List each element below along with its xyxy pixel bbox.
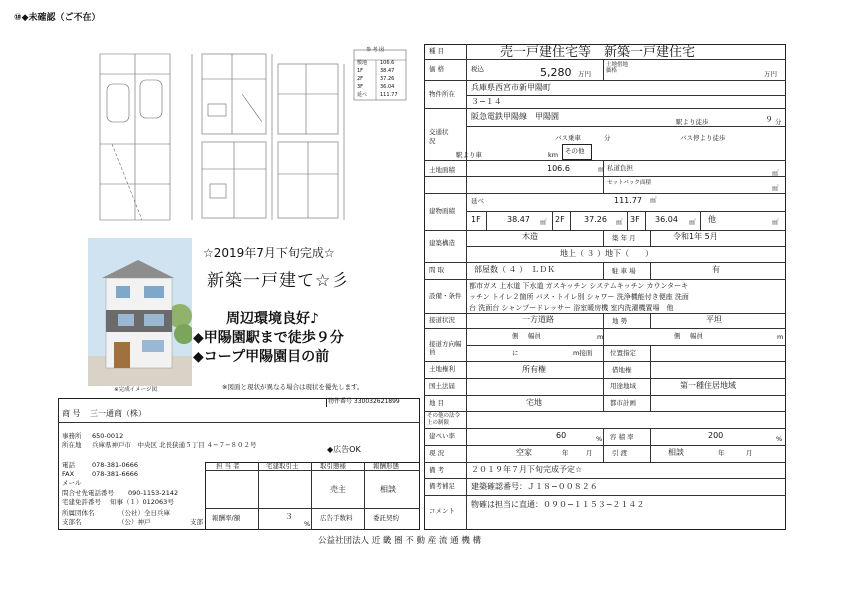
row-label-status: 現 況 xyxy=(429,449,445,457)
divider xyxy=(603,428,604,462)
divider xyxy=(424,193,786,194)
divider xyxy=(364,462,365,530)
plan-row-value: 111.77 xyxy=(380,92,398,98)
divider xyxy=(552,211,553,230)
address-label: 所在地 xyxy=(62,441,82,449)
f1-label: 1F xyxy=(471,215,481,224)
contact-m: m接面 xyxy=(573,349,593,357)
divider xyxy=(424,378,786,379)
divider xyxy=(424,230,786,231)
contract-label: 委託契約 xyxy=(373,514,399,522)
dir2-side: 側 xyxy=(674,332,681,340)
divider xyxy=(424,80,786,81)
plan-row-value: 106.6 xyxy=(380,60,395,66)
other-label: その他 xyxy=(565,147,585,155)
road-value: 一方道路 xyxy=(522,315,554,324)
total-value: 111.77 xyxy=(614,196,642,205)
bus-min-label: 分 xyxy=(604,134,611,142)
f1-value: 38.47 xyxy=(507,215,530,224)
handover-value: 相談 xyxy=(668,448,684,457)
fee-value: ３ xyxy=(285,512,293,521)
flyer-caption: ※完成イメージ図 xyxy=(114,387,157,393)
city-plan-label: 都市計画 xyxy=(610,399,636,407)
footer-org: 公益社団法人 近 畿 圏 不 動 産 流 通 機 構 xyxy=(318,536,482,546)
terrain-label: 地 勢 xyxy=(612,317,628,325)
divider xyxy=(424,495,786,496)
divider xyxy=(650,262,651,279)
parking-label: 駐 車 場 xyxy=(612,267,636,275)
land-unit-2: ㎡ xyxy=(772,169,779,177)
f2-value: 37.26 xyxy=(584,215,607,224)
office-zip: 650-0012 xyxy=(92,432,124,440)
license-label: 宅建免許番号 xyxy=(62,498,101,506)
row-label-location: 物件所在 xyxy=(429,90,455,98)
row-label-kind: 種 目 xyxy=(429,47,445,55)
divider xyxy=(627,211,628,230)
row-label-memo: 備考補足 xyxy=(429,482,455,490)
zoning-value: 第一種住居地域 xyxy=(680,381,736,390)
fee-label: 報酬率/額 xyxy=(212,514,241,522)
other-unit: ㎡ xyxy=(772,218,779,226)
price-unit: 万円 xyxy=(578,70,591,78)
contact-label: 問合せ先電話番号 xyxy=(62,489,114,497)
year-label: 築 年 月 xyxy=(612,234,636,242)
divider xyxy=(603,59,604,80)
walk-label: 駅より徒歩 xyxy=(676,118,709,126)
divider xyxy=(424,279,786,280)
branch-suffix: 支部 xyxy=(190,518,203,526)
memo-value: 建築確認番号：Ｊ１８−００８２６ xyxy=(471,482,598,491)
ad-contract: 広告手数料 xyxy=(320,514,353,522)
row-label-comment: コメント xyxy=(429,507,455,515)
dir2-width: 幅員 xyxy=(690,332,703,340)
divider xyxy=(466,126,786,127)
handover-year: 年 xyxy=(718,449,725,457)
parking-value: 有 xyxy=(712,265,720,274)
grid-header: 取引態様 xyxy=(320,462,346,470)
from-station-label: 駅より車 xyxy=(456,151,482,159)
grid-header: 担 当 者 xyxy=(216,462,240,470)
handover-month: 月 xyxy=(746,449,753,457)
row-label-structure: 建築構造 xyxy=(429,239,455,247)
group-label: 所属団体名 xyxy=(62,509,95,517)
divider xyxy=(424,395,786,396)
divider xyxy=(486,211,487,230)
divider xyxy=(603,230,604,246)
divider xyxy=(466,95,786,96)
contact-value: 090-1153-2142 xyxy=(128,489,179,497)
plan-row-label: 敷地 xyxy=(357,60,368,66)
status-value: 空家 xyxy=(516,448,532,457)
branch-value: （公）神戸 xyxy=(118,518,151,526)
terrain-value: 平坦 xyxy=(706,315,722,324)
dir2-unit: m xyxy=(777,333,784,341)
mail-label: メール xyxy=(62,479,82,487)
divider xyxy=(650,230,651,246)
divider xyxy=(258,462,259,530)
total-unit: ㎡ xyxy=(650,196,657,204)
divider xyxy=(424,445,786,446)
divider xyxy=(311,462,312,530)
divider xyxy=(603,262,604,279)
divider xyxy=(645,211,646,230)
row-label-direction: 接道方向幅員 xyxy=(429,340,462,357)
grid-header: 報酬形態 xyxy=(373,462,399,470)
private-label: 私道負担 xyxy=(607,164,633,172)
plan-row-label: 延べ xyxy=(357,92,368,98)
divider xyxy=(700,211,701,230)
price-value: 5,280 xyxy=(540,66,572,79)
plan-row-value: 38.47 xyxy=(380,68,395,74)
structure-value: 木造 xyxy=(522,232,538,241)
divider xyxy=(650,345,651,361)
tel-value: 078-381-0666 xyxy=(92,461,139,469)
divider xyxy=(603,345,604,361)
equip-line-1: 都市ガス 上水道 下水道 ガスキッチン システムキッチン カウンターキ xyxy=(469,282,689,290)
line-value: 阪急電鉄甲陽線 甲陽園 xyxy=(471,112,559,121)
divider xyxy=(424,328,786,329)
coverage-unit: % xyxy=(596,435,603,443)
far-label: 容 積 率 xyxy=(610,433,634,441)
row-label-land-use: 地 目 xyxy=(429,399,445,407)
lease-label: 借地権 xyxy=(612,366,632,374)
branch-label: 支部名 xyxy=(62,518,82,526)
dir1-side: 側 xyxy=(512,332,519,340)
plan-row-value: 37.26 xyxy=(380,76,395,82)
divider xyxy=(424,462,786,463)
fee-type-value: 相談 xyxy=(380,485,396,494)
office-label: 事務所 xyxy=(62,432,82,440)
divider xyxy=(424,262,786,263)
address-value: 兵庫県神戸市 中央区 北長狭通５丁目 ４−７−８０２号 xyxy=(92,441,257,449)
divider xyxy=(424,160,786,161)
flyer-point-3: ◆コープ甲陽園目の前 xyxy=(193,349,330,365)
flyer-point-1: 周辺環境良好♪ xyxy=(226,311,319,327)
flyer-point-2: ◆甲陽園駅まで徒歩９分 xyxy=(193,330,344,346)
walk-value: ９ xyxy=(765,115,773,124)
divider xyxy=(424,411,786,412)
plan-heading: 参 考 図 xyxy=(366,47,385,53)
handover-label: 引 渡 xyxy=(612,449,628,457)
divider xyxy=(603,313,604,328)
plan-row-label: 2F xyxy=(357,76,364,82)
note-value: ２０１９年７月下旬完成予定☆ xyxy=(471,465,583,474)
label-divider xyxy=(466,44,467,530)
company-name-label: 商 号 xyxy=(62,409,81,418)
divider xyxy=(570,211,571,230)
ad-stamp-text: 物件番号 330032621899 xyxy=(328,398,400,405)
f3-label: 3F xyxy=(630,215,640,224)
divider xyxy=(650,313,651,328)
divider xyxy=(424,176,786,177)
row-label-building: 建物面積 xyxy=(429,207,455,215)
coverage-value: 60 xyxy=(556,431,567,440)
floor-plan xyxy=(92,44,410,226)
row-label-layout: 間 取 xyxy=(429,266,445,274)
far-value: 200 xyxy=(708,431,724,440)
divider xyxy=(424,108,786,109)
f1-unit: ㎡ xyxy=(540,218,547,226)
zoning-label: 用途地域 xyxy=(610,382,636,390)
status-label: ⑩◆未確認（ご不在） xyxy=(14,13,101,23)
divider xyxy=(205,470,420,471)
divider xyxy=(466,345,786,346)
divider xyxy=(466,246,786,247)
status-year: 年 xyxy=(562,449,569,457)
year-value: 令和1年 5月 xyxy=(673,232,718,241)
ad-ok-label: ◆広告OK xyxy=(327,445,361,454)
f2-label: 2F xyxy=(555,215,565,224)
price-sub: 税込 xyxy=(471,65,484,73)
flyer-notice: ※図面と現状が異なる場合は現状を優先します。 xyxy=(222,383,364,391)
row-label-land: 土地面積 xyxy=(429,166,455,174)
f3-value: 36.04 xyxy=(655,215,678,224)
plan-row-label: 3F xyxy=(357,84,364,90)
walk-unit: 分 xyxy=(775,118,782,126)
land-unit-3: ㎡ xyxy=(772,184,779,192)
dir1-unit: m xyxy=(597,333,604,341)
land-unit: ㎡ xyxy=(598,165,605,173)
divider xyxy=(603,361,604,411)
plan-row-label: 1F xyxy=(357,68,364,74)
house-image xyxy=(88,238,192,386)
grid-header: 宅建取引士 xyxy=(266,462,299,470)
right-value: 所有権 xyxy=(522,365,546,374)
equip-line-2: ッチン トイレ２箇所 バス・トイレ別 シャワー 洗浄機能付き便座 洗面 xyxy=(469,293,689,301)
kind-value: 売一戸建住宅等 新築一戸建住宅 xyxy=(500,45,696,60)
land-value: 106.6 xyxy=(547,164,570,173)
tel-label: 電話 xyxy=(62,461,75,469)
flyer-completion: ☆2019年7月下旬完成☆ xyxy=(203,246,335,260)
fee-unit: % xyxy=(304,520,311,528)
divider xyxy=(650,361,651,411)
deal-value: 売主 xyxy=(330,485,346,494)
divider xyxy=(650,428,651,462)
row-label-equip: 設備・条件 xyxy=(429,292,462,300)
total-label: 延べ xyxy=(471,197,484,205)
location-value-2: ３−１４ xyxy=(471,97,502,106)
flyer-headline: 新築一戸建て☆彡 xyxy=(207,271,350,291)
bus-ride-label: バス乗車 xyxy=(555,134,581,142)
divider xyxy=(424,478,786,479)
far-unit: % xyxy=(776,435,783,443)
contact-text: に xyxy=(512,349,519,357)
divider xyxy=(466,211,786,212)
km-label: km xyxy=(548,151,559,159)
license-value: 知事（１）012063号 xyxy=(110,498,174,506)
fax-label: FAX xyxy=(62,470,75,478)
plan-row-value: 36.04 xyxy=(380,84,395,90)
status-month: 月 xyxy=(586,449,593,457)
row-label-coverage: 建ぺい率 xyxy=(429,432,455,440)
f3-unit: ㎡ xyxy=(689,218,696,226)
divider xyxy=(424,428,786,429)
divider xyxy=(424,361,786,362)
group-value: （公社）全日兵庫 xyxy=(118,509,170,517)
loan-unit: 万円 xyxy=(764,70,777,78)
row-label-note: 備 考 xyxy=(429,466,445,474)
dir1-width: 幅員 xyxy=(528,332,541,340)
comment-value: 物確は担当に直通：０９０−１１５３−２１４２ xyxy=(471,500,645,509)
position-label: 位置指定 xyxy=(610,349,636,357)
other-area-label: 他 xyxy=(708,215,716,224)
fax-value: 078-381-6666 xyxy=(92,470,139,478)
equip-line-3: 台 洗面台 シャンプードレッサー 浴室暖房機 室内洗濯機置場 他 xyxy=(469,304,674,312)
setback-label: セットバック面積 xyxy=(607,180,651,186)
divider xyxy=(58,422,420,423)
divider xyxy=(205,508,420,509)
row-label-law: 国土法届 xyxy=(429,382,455,390)
row-label-price: 価 格 xyxy=(429,65,445,73)
row-label-road: 接道状況 xyxy=(429,316,455,324)
loan-label: 土地借地価格 xyxy=(606,62,629,75)
row-label-right: 土地権利 xyxy=(429,365,455,373)
row-label-limit: その他の法令上の制限 xyxy=(427,413,461,426)
floors-value: 地上（ ３ ）地下（ ） xyxy=(560,249,654,258)
layout-value: 部屋数（ ４ ） ＬＤＫ xyxy=(474,265,556,274)
location-value: 兵庫県西宮市新甲陽町 xyxy=(471,83,551,92)
bus-stop-label: バス停より徒歩 xyxy=(680,134,726,142)
f2-unit: ㎡ xyxy=(616,218,623,226)
land-use-value: 宅地 xyxy=(526,398,542,407)
company-name: 三一通商（株） xyxy=(90,409,146,418)
divider xyxy=(424,313,786,314)
row-label-traffic: 交通状況 xyxy=(429,128,449,146)
